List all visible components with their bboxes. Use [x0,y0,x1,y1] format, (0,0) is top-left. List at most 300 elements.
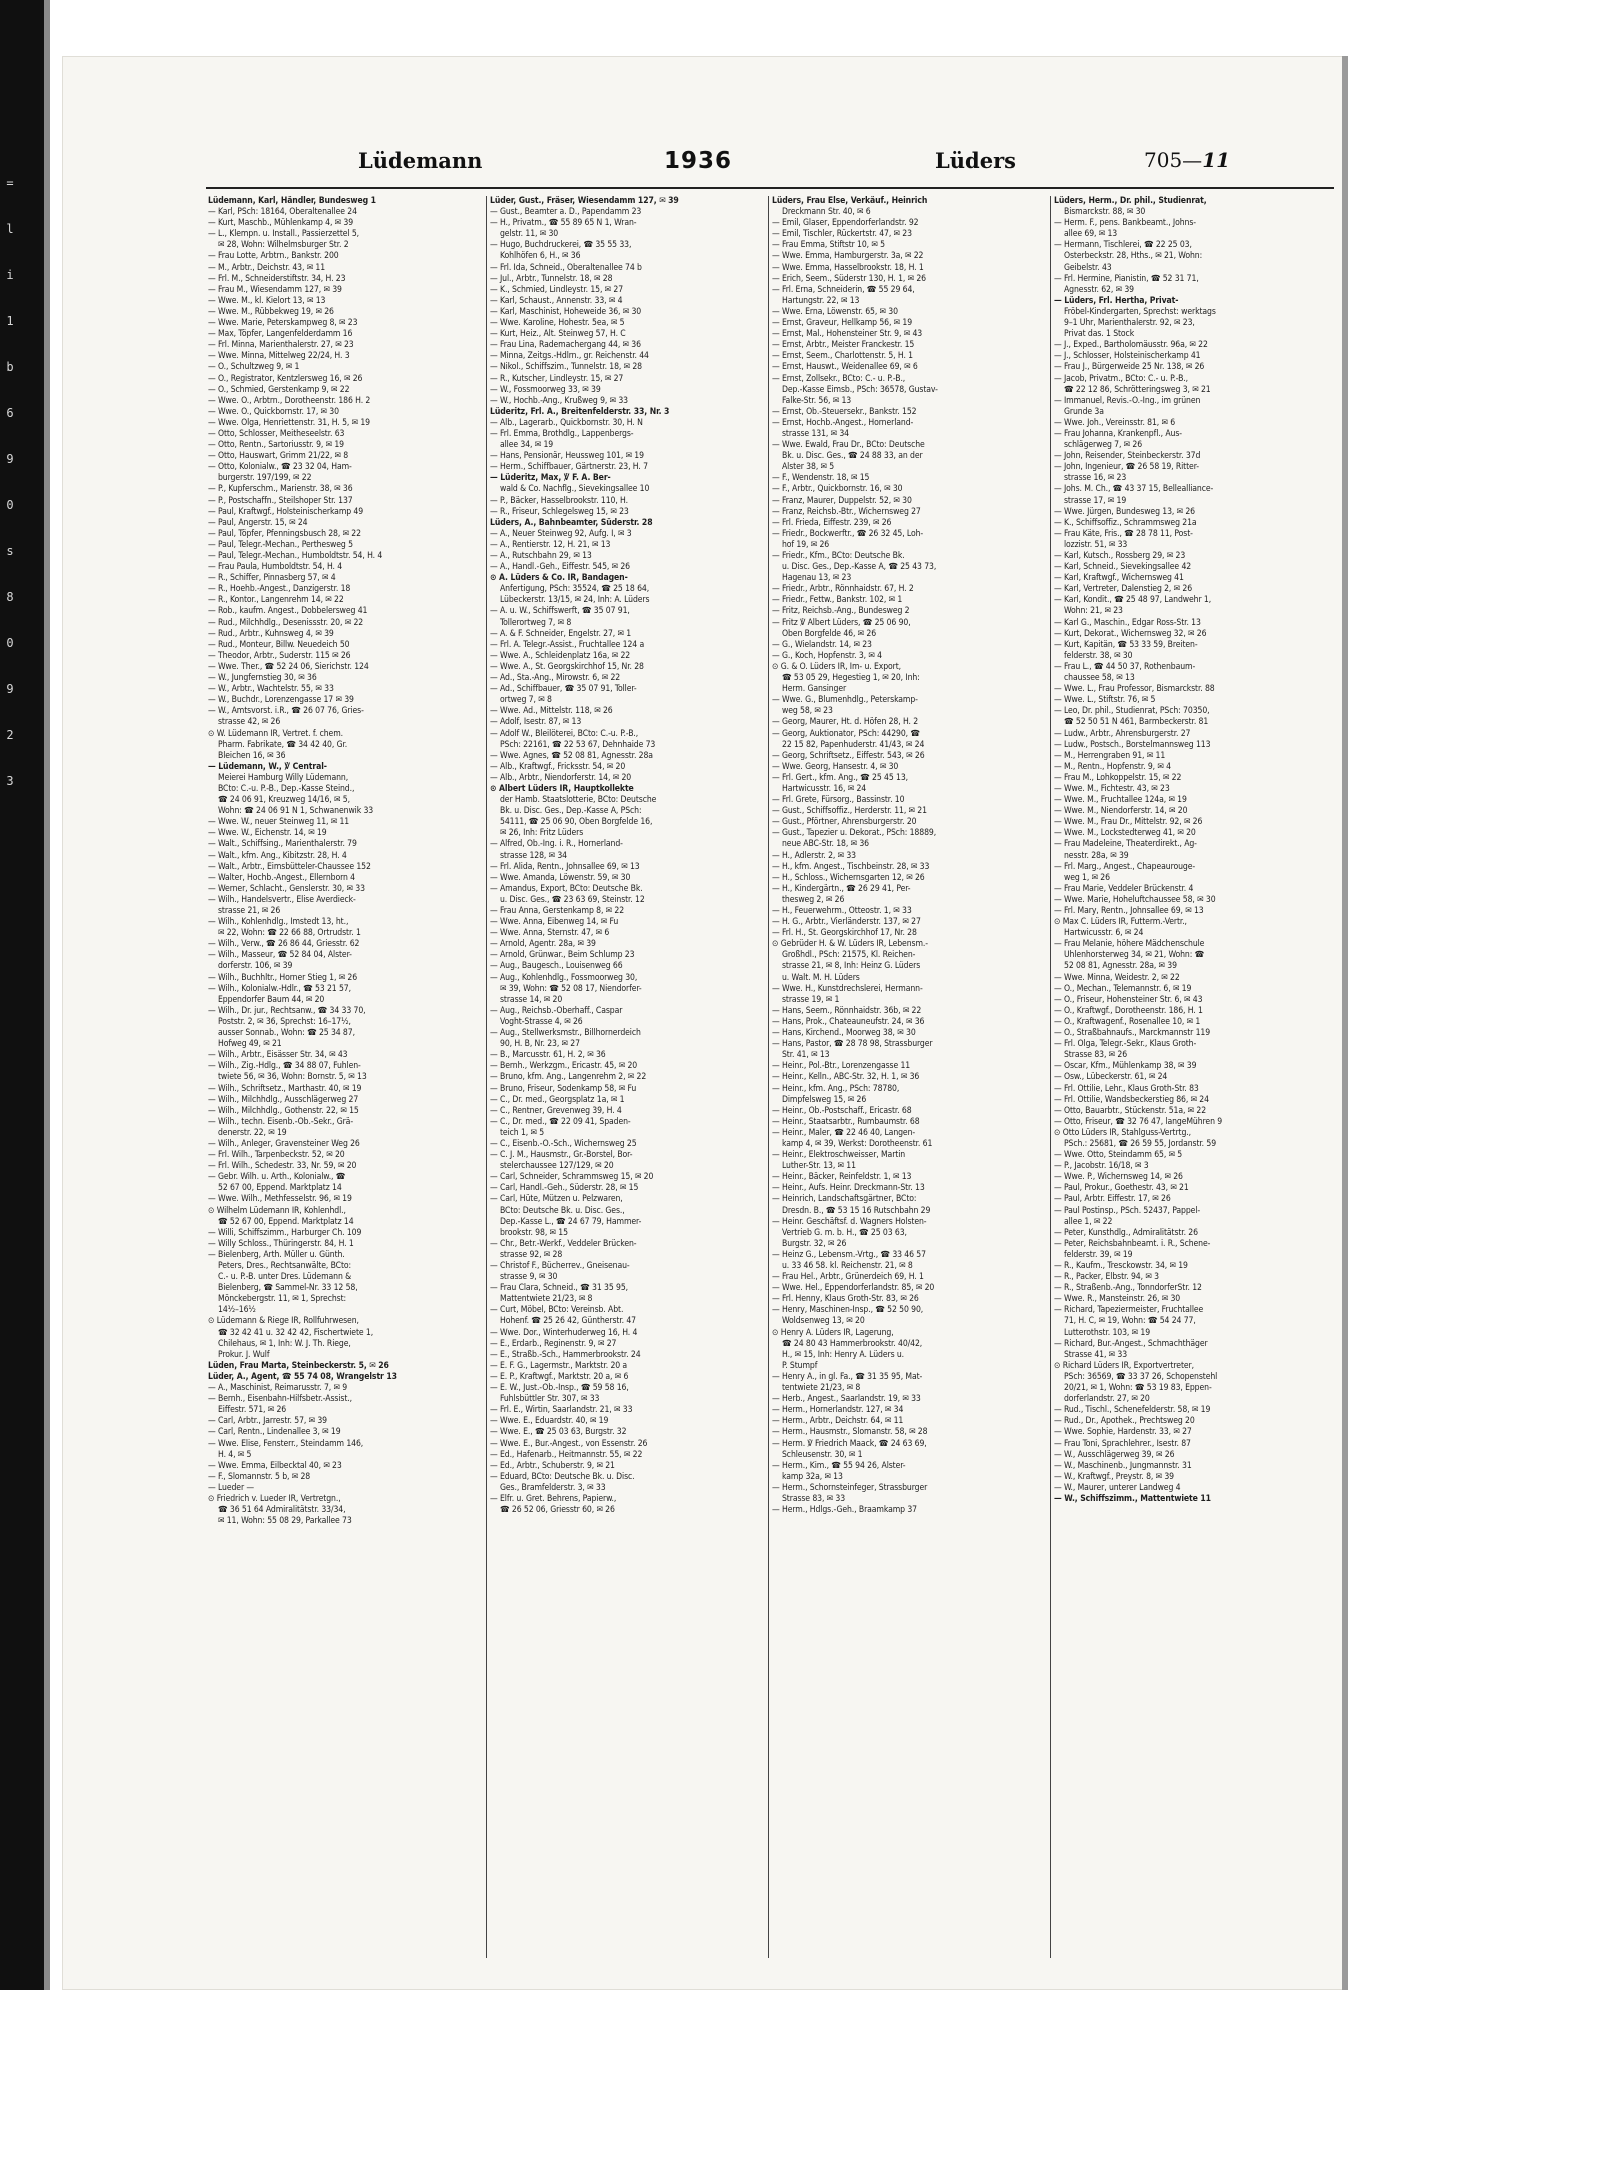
page-number-main: 705— [1144,148,1203,172]
directory-entry: Strasse 83, ✉ 33 [782,1493,846,1504]
directory-entry: — Wilh., Schriftsetz., Marthastr. 40, ✉ 19 [208,1083,362,1094]
directory-entry: Dreckmann Str. 40, ✉ 6 [782,207,871,218]
directory-entry: — O., Straßbahnaufs., Marckmannstr 119 [1054,1028,1211,1039]
directory-entry: — P., Bäcker, Hasselbrookstr. 110, H. [490,495,628,506]
directory-entry: — Frau Lotte, Arbtrn., Bankstr. 200 [208,251,339,262]
previous-page-glyph: 6 [6,406,14,420]
directory-entry: — Friedr., Kfm., BCto: Deutsche Bk. [772,551,905,561]
directory-entry: — R., Kontor., Langenrehm 14, ✉ 22 [208,595,344,606]
directory-entry: — Kurt, Heiz., Alt. Steinweg 57, H. C [490,329,626,340]
previous-page-glyph: i [6,268,14,282]
directory-entry: Bk. u. Disc. Ges., ☎ 24 88 33, an der [782,451,923,462]
directory-entry: — Frl. Henny, Klaus Groth-Str. 83, ✉ 26 [772,1294,919,1305]
directory-entry: — Frl. Olga, Telegr.-Sekr., Klaus Groth- [1054,1039,1197,1050]
directory-entry: — Willy Schloss., Thüringerstr. 84, H. 1 [208,1238,354,1249]
directory-entry: — Wwe. W., neuer Steinweg 11, ✉ 11 [208,817,350,828]
directory-entry: — Hermann, Tischlerei, ☎ 22 25 03, [1054,240,1192,251]
binding-strip [44,0,50,1990]
scan-background [0,1990,1600,2177]
directory-entry: — Wwe. Wilh., Methfesselstr. 96, ✉ 19 [208,1194,352,1205]
directory-entry: — R., Straßenb.-Ang., TonndorferStr. 12 [1054,1283,1202,1294]
directory-entry: Alster 38, ✉ 5 [782,462,835,473]
directory-entry: — Wwe. O., Quickbornstr. 17, ✉ 30 [208,406,339,417]
directory-entry: ☎ 26 52 06, Griesstr 60, ✉ 26 [500,1505,615,1516]
directory-entry: — Frau Anna, Gerstenkamp 8, ✉ 22 [490,906,625,916]
header-right-name: Lüders [935,148,1016,173]
directory-entry: Anfertigung, PSch: 35524, ☎ 25 18 64, [500,584,650,595]
directory-entry: — Bielenberg, Arth. Müller u. Günth. [208,1249,345,1260]
directory-entry: — Wwe. Agnes, ☎ 52 08 81, Agnesstr. 28a [490,750,653,761]
directory-entry: — Wilh., Handelsvertr., Elise Averdieck- [208,894,356,905]
directory-entry: — Karl, Vertreter, Dalenstieg 2, ✉ 26 [1054,584,1193,595]
directory-entry: — Kurt, Kapitän, ☎ 53 33 59, Breiten- [1054,639,1198,650]
directory-entry: — M., Rentn., Hopfenstr. 9, ✉ 4 [1054,761,1171,772]
directory-entry: — Wilh., Zig.-Hdlg., ☎ 34 88 07, Fuhlen- [208,1061,361,1072]
directory-entry: PSch.: 25681, ☎ 26 59 55, Jordanstr. 59 [1064,1138,1217,1149]
directory-entry: Str. 41, ✉ 13 [782,1050,830,1061]
page-edge-shadow [1342,56,1348,1990]
directory-entry: — Frau M., Wiesendamm 127, ✉ 39 [208,284,342,295]
directory-entry: — Carl, Hüte, Mützen u. Pelzwaren, [490,1194,623,1205]
directory-entry: — Frl. Gert., kfm. Ang., ☎ 25 45 13, [772,772,909,783]
directory-entry: — P., Kupferschm., Marienstr. 38, ✉ 36 [208,484,353,495]
directory-entry: — R., Kaufm., Tresckowstr. 34, ✉ 19 [1054,1261,1188,1271]
directory-entry: — R., Kutscher, Lindleystr. 15, ✉ 27 [490,373,624,384]
directory-entry: — A., Neuer Steinweg 92, Aufg. I, ✉ 3 [490,528,632,539]
directory-entry: — P., Jacobstr. 16/18, ✉ 3 [1054,1161,1149,1172]
directory-entry: — Fritz ℣ Albert Lüders, ☎ 25 06 90, [772,617,911,628]
directory-entry: Prokur. J. Wulf [218,1349,270,1360]
previous-page-glyph: 9 [6,452,14,466]
directory-entry: ✉ 11, Wohn: 55 08 29, Parkallee 73 [218,1516,352,1527]
header-left-name: Lüdemann [358,148,483,173]
directory-entry: strasse 17, ✉ 19 [1064,495,1127,506]
directory-entry: — Chr., Betr.-Werkf., Veddeler Brücken- [490,1238,637,1249]
directory-entry: — Osw., Lübeckerstr. 61, ✉ 24 [1054,1072,1168,1083]
directory-entry: — Frl. Wilh., Tarpenbeckstr. 52, ✉ 20 [208,1150,345,1161]
directory-entry: Peters, Dres., Rechtsanwälte, BCto: [218,1261,352,1271]
directory-entry: — Carl, Rentn., Lindenallee 3, ✉ 19 [208,1427,341,1438]
directory-entry: — Bernh., Werkzgm., Ericastr. 45, ✉ 20 [490,1061,638,1072]
directory-entry: — Wwe. M., Lockstedterweg 41, ✉ 20 [1054,828,1196,839]
directory-entry: — Rud., Dr., Apothek., Prechtsweg 20 [1054,1416,1195,1427]
directory-entry: 14½–16½ [218,1305,256,1316]
directory-entry: Pharm. Fabrikate, ☎ 34 42 40, Gr. [218,739,348,750]
directory-entry: 52 08 81, Agnesstr. 28a, ✉ 39 [1064,961,1177,972]
directory-entry: ✉ 28, Wohn: Wilhelmsburger Str. 2 [218,240,349,251]
directory-entry: — J., Exped., Bartholomäusstr. 96a, ✉ 22 [1054,340,1208,351]
directory-entry: — Heinr., Kelln., ABC-Str. 32, H. 1, ✉ 36 [772,1072,920,1083]
directory-entry: — Frl. Alida, Rentn., Johnsallee 69, ✉ 13 [490,861,640,872]
column-3 [772,196,1046,1956]
directory-entry: — Paul, Telegr.-Mechan., Perthesweg 5 [208,539,353,550]
page-number-suffix: 11 [1202,148,1231,172]
directory-entry: — Wwe. Ad., Mittelstr. 118, ✉ 26 [490,706,613,717]
directory-entry: tentwiete 21/23, ✉ 8 [782,1383,861,1394]
directory-entry: H., ✉ 15, Inh: Henry A. Lüders u. [782,1349,905,1360]
directory-entry: — Hans, Kirchend., Moorweg 38, ✉ 30 [772,1028,916,1039]
directory-entry: — W., Maurer, unterer Landweg 4 [1054,1482,1181,1493]
directory-entry: — Herm., Schiffbauer, Gärtnerstr. 23, H. 7 [490,462,648,473]
directory-entry: ☎ 53 05 29, Hegestieg 1, ✉ 20, Inh: [782,673,920,684]
directory-entry: — Heinz G., Lebensm.-Vrtg., ☎ 33 46 57 [772,1249,926,1260]
directory-entry: — Wwe. L., Frau Professor, Bismarckstr. 88 [1054,684,1215,695]
directory-entry: — Wwe. Anna, Sternstr. 47, ✉ 6 [490,928,610,939]
directory-entry: — Frl. Ida, Schneid., Oberaltenallee 74 b [490,262,642,273]
directory-entry: — Henry, Maschinen-Insp., ☎ 52 50 90, [772,1305,924,1316]
directory-entry: — Heinr. Geschäftsf. d. Wagners Holsten- [772,1216,927,1227]
directory-entry: — Theodor, Arbtr., Suderstr. 115 ✉ 26 [208,650,351,661]
directory-entry: — Walter, Hochb.-Angest., Ellernborn 4 [208,872,355,883]
directory-entry: — Wilh., Anleger, Gravensteiner Weg 26 [208,1138,360,1149]
directory-entry: — Wwe. Olga, Henriettenstr. 31, H. 5, ✉ 19 [208,417,370,428]
directory-entry: — W., Jungfernstieg 30, ✉ 36 [208,673,317,684]
directory-entry: — Wwe. Minna, Mittelweg 22/24, H. 3 [208,351,350,362]
directory-entry: u. 33 46 58. kl. Reichenstr. 21, ✉ 8 [782,1261,913,1271]
directory-entry: 71, H. C, ✉ 19, Wohn: ☎ 54 24 77, [1064,1316,1196,1327]
directory-entry: — O., Friseur, Hohensteiner Str. 6, ✉ 43 [1054,994,1203,1005]
directory-entry: — E. W., Just.-Ob.-Insp., ☎ 59 58 16, [490,1383,629,1394]
directory-entry: — Georg, Maurer, Ht. d. Höfen 28, H. 2 [772,717,919,728]
directory-entry: — Karl, Maschinist, Hoheweide 36, ✉ 30 [490,306,642,317]
directory-entry: strasse 128, ✉ 34 [500,850,567,861]
directory-entry: — Wwe. Amanda, Löwenstr. 59, ✉ 30 [490,872,631,883]
directory-entry: — Elfr. u. Gret. Behrens, Papierw., [490,1493,617,1504]
directory-entry: — Otto, Friseur, ☎ 32 76 47, langeMühren 9 [1054,1116,1223,1127]
directory-entry: — Alb., Arbtr., Niendorferstr. 14, ✉ 20 [490,772,632,783]
directory-entry: Hartwicusstr. 6, ✉ 24 [1064,928,1144,939]
directory-entry: — Immanuel, Revis.-O.-Ing., im grünen [1054,395,1201,406]
directory-entry: lozzistr. 51, ✉ 33 [1064,539,1128,550]
directory-entry: 54111, ☎ 25 06 90, Oben Borgfelde 16, [500,817,653,828]
directory-entry: — Otto, Bauarbtr., Stückenstr. 51a, ✉ 22 [1054,1105,1207,1116]
directory-entry: — Ernst, Mal., Hohensteiner Str. 9, ✉ 43 [772,329,923,340]
directory-entry: — Lüdemann, W., ℣ Central- [208,761,327,772]
directory-entry: Chilehaus, ✉ 1, Inh: W. J. Th. Riege, [218,1338,351,1349]
directory-entry: — Karl, Kondit., ☎ 25 48 97, Landwehr 1, [1054,595,1212,606]
directory-entry: Lüders, A., Bahnbeamter, Süderstr. 28 [490,517,653,528]
directory-entry: — H., Adlerstr. 2, ✉ 33 [772,850,856,861]
directory-entry: strasse 21, ✉ 26 [218,906,281,916]
directory-entry: Dep.-Kasse Eimsb., PSch: 36578, Gustav- [782,384,938,395]
directory-entry: 22 15 82, Papenhuderstr. 41/43, ✉ 24 [782,739,925,750]
directory-entry: u. Walt. M. H. Lüders [782,972,860,983]
directory-entry: — E. P., Kraftwgf., Marktstr. 20 a, ✉ 6 [490,1371,629,1382]
directory-entry: — Bruno, Friseur, Sodenkamp 58, ✉ Fu [490,1083,637,1094]
directory-entry: — Wwe. M., Rübbekweg 19, ✉ 26 [208,306,334,317]
header-rule [206,187,1334,189]
directory-entry: ✉ 22, Wohn: ☎ 22 66 88, Ortrudstr. 1 [218,928,361,939]
directory-entry: — Ernst, Zollsekr., BCto: C.- u. P.-B., [772,373,906,384]
directory-entry: u. Disc. Ges., ☎ 23 63 69, Steinstr. 12 [500,894,645,905]
directory-entry: — Paul, Kraftwgf., Holsteinischerkamp 49 [208,506,364,517]
directory-entry: — Wwe. L., Stiftstr. 76, ✉ 5 [1054,695,1156,706]
directory-entry: — Ludw., Postsch., Borstelmannsweg 113 [1054,739,1211,750]
directory-entry: felderstr. 39, ✉ 19 [1064,1249,1133,1260]
directory-entry: — C. J. M., Hausmstr., Gr.-Borstel, Bor- [490,1150,633,1161]
directory-entry: ⊙ Albert Lüders IR, Hauptkollekte [490,783,634,794]
directory-entry: — Frl. H., St. Georgskirchhof 17, Nr. 28 [772,928,917,939]
directory-entry: — Rud., Arbtr., Kuhnsweg 4, ✉ 39 [208,628,334,639]
directory-entry: — Frau Paula, Humboldtstr. 54, H. 4 [208,562,343,573]
directory-entry: — Karl, Schneid., Sievekingsallee 42 [1054,562,1192,573]
directory-entry: — A., Maschinist, Reimarusstr. 7, ✉ 9 [208,1383,348,1394]
directory-entry: PSch: 36569, ☎ 33 37 26, Schopenstehl [1064,1371,1218,1382]
directory-entry: — Frau Lina, Rademachergang 44, ✉ 36 [490,340,641,351]
directory-entry: — Arnold, Agentr. 28a, ✉ 39 [490,939,596,950]
directory-entry: — Wilh., Dr. jur., Rechtsanw., ☎ 34 33 70, [208,1005,366,1016]
directory-entry: Osterbeckstr. 28, Hths., ✉ 21, Wohn: [1064,251,1203,262]
directory-entry: — Ad., Schiffbauer, ☎ 35 07 91, Toller- [490,684,637,695]
directory-entry: — C., Dr. med., Georgsplatz 1a, ✉ 1 [490,1094,625,1105]
directory-entry: — Hans, Pastor, ☎ 28 78 98, Strassburger [772,1039,933,1050]
directory-entry: — Heinr., Maler, ☎ 22 46 40, Langen- [772,1127,916,1138]
directory-entry: — Henry A., in gl. Fa., ☎ 31 35 95, Mat- [772,1371,923,1382]
directory-entry: — A. u. W., Schiffswerft, ☎ 35 07 91, [490,606,630,617]
directory-entry: — C., Eisenb.-O.-Sch., Wichernsweg 25 [490,1138,637,1149]
directory-entry: — Wilh., Kohlenhdlg., Imstedt 13, ht., [208,917,349,928]
directory-entry: — Herb., Angest., Saarlandstr. 19, ✉ 33 [772,1394,921,1405]
directory-entry: ausser Sonnab., Wohn: ☎ 25 34 87, [218,1028,355,1039]
directory-entry: Grunde 3a [1064,406,1104,417]
directory-entry: — Heinr., Staatsarbtr., Rumbaumstr. 68 [772,1116,920,1127]
directory-entry: teich 1, ✉ 5 [500,1127,545,1138]
directory-entry: stelerchaussee 127/129, ✉ 20 [500,1161,614,1172]
directory-entry: Hartwicusstr. 16, ✉ 24 [782,783,867,794]
directory-entry: — L., Klempn. u. Install., Passierzettel 5, [208,229,359,240]
directory-entry: — W., Hochb.-Ang., Krußweg 9, ✉ 33 [490,395,628,406]
directory-entry: — Ernst, Hochb.-Angest., Hornerland- [772,417,914,428]
directory-entry: — H., Privatm., ☎ 55 89 65 N 1, Wran- [490,218,637,229]
directory-entry: 20/21, ✉ 1, Wohn: ☎ 53 19 83, Eppen- [1064,1383,1212,1394]
directory-entry: — Wilh., Arbtr., Eisässer Str. 34, ✉ 43 [208,1050,348,1061]
directory-entry: — Frau Johanna, Krankenpfl., Aus- [1054,428,1182,439]
directory-entry: — Wwe. Minna, Weidestr. 2, ✉ 22 [1054,972,1180,983]
directory-entry: PSch: 22161, ☎ 22 53 67, Dehnhaide 73 [500,739,656,750]
directory-entry: Voght-Strasse 4, ✉ 26 [500,1016,583,1027]
directory-entry: — Paul, Prokur., Goethestr. 43, ✉ 21 [1054,1183,1189,1194]
directory-entry: Strasse 83, ✉ 26 [1064,1050,1128,1061]
directory-entry: — Frl. Marg., Angest., Chapeaurouge- [1054,861,1196,872]
directory-entry: — Karl, Kutsch., Rossberg 29, ✉ 23 [1054,551,1186,561]
directory-entry: — Wilh., Milchhdlg., Gothenstr. 22, ✉ 15 [208,1105,359,1116]
directory-entry: — Gust., Beamter a. D., Papendamm 23 [490,207,642,218]
directory-entry: — Wwe. P., Wichernsweg 14, ✉ 26 [1054,1172,1183,1183]
directory-entry: wald & Co. Nachflg., Sievekingsallee 10 [500,484,650,495]
directory-entry: — K., Schmied, Lindleystr. 15, ✉ 27 [490,284,624,295]
directory-entry: — Bruno, kfm. Ang., Langenrehm 2, ✉ 22 [490,1072,647,1083]
directory-entry: Lüden, Frau Marta, Steinbeckerstr. 5, ✉ 26 [208,1360,389,1371]
directory-entry: — Max, Töpfer, Langenfelderdamm 16 [208,329,353,340]
directory-entry: — Gust., Pförtner, Ahrensburgerstr. 20 [772,817,917,828]
directory-entry: — Eduard, BCto: Deutsche Bk. u. Disc. [490,1471,635,1482]
directory-entry: — Frl. Erna, Schneiderin, ☎ 55 29 64, [772,284,915,295]
directory-entry: — Wilh., Milchhdlg., Ausschlägerweg 27 [208,1094,359,1105]
directory-entry: Dep.-Kasse L., ☎ 24 67 79, Hammer- [500,1216,642,1227]
directory-entry: chaussee 58, ✉ 13 [1064,673,1135,684]
directory-entry: — Frl. Wilh., Schedestr. 33, Nr. 59, ✉ 20 [208,1161,357,1172]
directory-entry: twiete 56, ✉ 36, Wohn: Bornstr. 5, ✉ 13 [218,1072,367,1083]
directory-entry: — Rob., kaufm. Angest., Dobbelersweg 41 [208,606,368,617]
header-year: 1936 [664,148,733,174]
directory-entry: Kohlhöfen 6, H., ✉ 36 [500,251,581,262]
directory-entry: dorferstr. 106, ✉ 39 [218,961,293,972]
directory-entry: Bleichen 16, ✉ 36 [218,750,286,761]
previous-page-glyph: 9 [6,682,14,696]
directory-entry: — Richard, Tapeziermeister, Fruchtallee [1054,1305,1204,1316]
directory-entry: ☎ 52 67 00, Eppend. Marktplatz 14 [218,1216,354,1227]
directory-entry: — E. F. G., Lagermstr., Marktstr. 20 a [490,1360,628,1371]
directory-entry: — G., Wielandstr. 14, ✉ 23 [772,639,872,650]
directory-entry: — G., Koch, Hopfenstr. 3, ✉ 4 [772,650,882,661]
page-header [62,148,1346,184]
directory-entry: — Ernst, Arbtr., Meister Franckestr. 15 [772,340,915,351]
previous-page-glyph: s [6,544,14,558]
directory-entry: — Wwe. M., Fruchtallee 124a, ✉ 19 [1054,795,1187,806]
directory-entry: Lüders, Herm., Dr. phil., Studienrat, [1054,196,1207,206]
directory-entry: — Alfred, Ob.-Ing. i. R., Hornerland- [490,839,623,850]
directory-entry: — Heinr., Aufs. Heinr. Dreckmann-Str. 13 [772,1183,925,1194]
previous-page-glyph: b [6,360,14,374]
directory-entry: — Georg, Auktionator, PSch: 44290, ☎ [772,728,920,739]
directory-entry: — Frl. Minna, Marienthalerstr. 27, ✉ 23 [208,340,354,351]
directory-entry: — Karl, Kraftwgf., Wichernsweg 41 [1054,573,1184,584]
directory-entry: — Rud., Milchhdlg., Desenissstr. 20, ✉ 22 [208,617,364,628]
directory-entry: — Otto, Rentn., Sartoriusstr. 9, ✉ 19 [208,440,344,451]
directory-entry: ⊙ Otto Lüders IR, Stahlguss-Vertrtg., [1054,1127,1191,1138]
directory-entry: — Otto, Hauswart, Grimm 21/22, ✉ 8 [208,451,349,462]
directory-entry: — Arnold, Grünwar., Beim Schlump 23 [490,950,635,961]
directory-entry: Eiffestr. 571, ✉ 26 [218,1405,287,1416]
directory-entry: — Wwe. W., Eichenstr. 14, ✉ 19 [208,828,327,839]
directory-entry: — Wwe. M., Niendorferstr. 14, ✉ 20 [1054,806,1188,817]
directory-entry: — Jacob, Privatm., BCto: C.- u. P.-B., [1054,373,1189,384]
directory-entry: — Heinr., Bäcker, Reinfeldstr. 1, ✉ 13 [772,1172,912,1183]
directory-entry: — Richard, Bur.-Angest., Schmachthäger [1054,1338,1208,1349]
directory-entry: — Carl, Schneider, Schrammsweg 15, ✉ 20 [490,1172,654,1183]
directory-entry: — Herm., Hausmstr., Slomanstr. 58, ✉ 28 [772,1427,928,1438]
directory-entry: ☎ 36 51 64 Admiralitätstr. 33/34, [218,1505,346,1516]
directory-entry: — Nikol., Schiffszim., Tunnelstr. 18, ✉ 28 [490,362,643,373]
directory-entry: — A., Handl.-Geh., Eiffestr. 545, ✉ 26 [490,562,630,573]
directory-entry: — R., Friseur, Schlegelsweg 15, ✉ 23 [490,506,629,517]
directory-entry: — Ludw., Arbtr., Ahrensburgerstr. 27 [1054,728,1191,739]
directory-entry: — Herm. F., pens. Bankbeamt., Johns- [1054,218,1196,229]
directory-entry: Strasse 41, ✉ 33 [1064,1349,1128,1360]
directory-entry: Lüderitz, Frl. A., Breitenfelderstr. 33, Nr. 3 [490,406,670,417]
directory-entry: Poststr. 2, ✉ 36, Sprechst: 16–17½, [218,1016,351,1027]
directory-entry: burgerstr. 197/199, ✉ 22 [218,473,312,484]
directory-entry: — Aug., Baugesch., Louisenweg 66 [490,961,623,972]
directory-entry: — W., Maschinenb., Jungmannstr. 31 [1054,1460,1192,1471]
directory-entry: C.- u. P.-B. unter Dres. Lüdemann & [218,1272,352,1283]
directory-entry: — Hans, Pensionär, Heussweg 101, ✉ 19 [490,451,644,462]
directory-entry: — Wwe. Otto, Steindamm 65, ✉ 5 [1054,1150,1183,1161]
previous-page-glyph: 8 [6,590,14,604]
directory-entry: — Bernh., Eisenbahn-Hilfsbetr.-Assist., [208,1394,352,1405]
directory-entry: — Ernst, Graveur, Hellkamp 56, ✉ 19 [772,318,913,329]
directory-entry: — Gust., Schiffsoffiz., Herderstr. 11, ✉ 21 [772,806,927,817]
directory-entry: — Frl. Mary, Rentn., Johnsallee 69, ✉ 13 [1054,906,1204,916]
directory-entry: — Frl. A. Telegr.-Assist., Fruchtallee 124 a [490,639,645,650]
directory-entry: Agnesstr. 62, ✉ 39 [1064,284,1134,295]
directory-entry: — Hans, Seem., Rönnhaidstr. 36b, ✉ 22 [772,1005,922,1016]
directory-entry: denerstr. 22, ✉ 19 [218,1127,287,1138]
directory-entry: — Carl, Handl.-Geh., Süderstr. 28, ✉ 15 [490,1183,639,1194]
column-1 [208,196,482,1956]
previous-page-glyph: 3 [6,774,14,788]
column-4 [1054,196,1328,1956]
directory-entry: — Hugo, Buchdruckerei, ☎ 35 55 33, [490,240,632,251]
directory-entry: allee 34, ✉ 19 [500,440,554,451]
directory-entry: strasse 92, ✉ 28 [500,1249,563,1260]
directory-entry: — Wwe. Karoline, Hohestr. 5ea, ✉ 5 [490,318,625,329]
directory-entry: — Herm., Arbtr., Deichstr. 64, ✉ 11 [772,1416,904,1427]
directory-entry: Herm. Gansinger [782,684,847,695]
directory-entry: ⊙ A. Lüders & Co. IR, Bandagen- [490,573,628,584]
directory-entry: — Wilh., Buchhltr., Horner Stieg 1, ✉ 26 [208,972,358,983]
directory-entry: Fuhlsbüttler Str. 307, ✉ 33 [500,1394,600,1405]
directory-entry: Lüder, Gust., Fräser, Wiesendamm 127, ✉ 39 [490,196,679,206]
directory-entry: weg 58, ✉ 23 [782,706,833,717]
directory-entry: — O., Registrator, Kentzlersweg 16, ✉ 26 [208,373,363,384]
directory-entry: — Frau M., Lohkoppelstr. 15, ✉ 22 [1054,772,1182,783]
directory-entry: — H., Schloss., Wichernsgarten 12, ✉ 26 [772,872,925,883]
directory-entry: — Amandus, Export, BCto: Deutsche Bk. [490,883,643,894]
directory-entry: ⊙ Gebrüder H. & W. Lüders IR, Lebensm.- [772,939,928,950]
directory-entry: — Wwe. Sophie, Hardenstr. 33, ✉ 27 [1054,1427,1192,1438]
directory-entry: — O., Schmied, Gerstenkamp 9, ✉ 22 [208,384,350,395]
directory-entry: Wohn: 21, ✉ 23 [1064,606,1123,617]
directory-entry: — Wwe. Ther., ☎ 52 24 06, Sierichstr. 124 [208,661,369,672]
directory-entry: — F., Wendenstr. 18, ✉ 15 [772,473,870,484]
directory-entry: — Wwe. Ewald, Frau Dr., BCto: Deutsche [772,440,925,451]
directory-entry: — Herm., Schornsteinfeger, Strassburger [772,1482,928,1493]
directory-entry: — Kurt, Maschb., Mühlenkamp 4, ✉ 39 [208,218,354,229]
directory-entry: 90, H. B, Nr. 23, ✉ 27 [500,1039,580,1050]
directory-entry: felderstr. 38, ✉ 30 [1064,650,1133,661]
directory-entry: — Heinr., kfm. Ang., PSch: 78780, [772,1083,900,1094]
directory-entry: — Wwe. E., Eduardstr. 40, ✉ 19 [490,1416,609,1427]
directory-entry: — Karl, PSch: 18164, Oberaltenallee 24 [208,207,357,218]
directory-entry: Bismarckstr. 88, ✉ 30 [1064,207,1146,218]
directory-entry: — Paul Postinsp., PSch. 52437, Pappel- [1054,1205,1201,1216]
directory-entry: — W., Kraftwgf., Preystr. 8, ✉ 39 [1054,1471,1174,1482]
directory-entry: — Christof F., Bücherrev., Gneisenau- [490,1261,630,1271]
directory-entry: — Ernst, Hauswt., Weidenallee 69, ✉ 6 [772,362,918,373]
directory-entry: — Peter, Kunsthdlg., Admiralitätstr. 26 [1054,1227,1198,1238]
directory-entry: — Frau Hel., Arbtr., Grünerdeich 69, H. 1 [772,1272,924,1283]
directory-entry: — Frau J., Bürgerweide 25 Nr. 138, ✉ 26 [1054,362,1205,373]
directory-entry: — W., Arbtr., Wachtelstr. 55, ✉ 33 [208,684,334,695]
directory-entry: thesweg 2, ✉ 26 [782,894,845,905]
previous-page-glyph: 2 [6,728,14,742]
directory-entry: — Wwe. R., Mansteinstr. 26, ✉ 30 [1054,1294,1181,1305]
directory-entry: — J., Schlosser, Holsteinischerkamp 41 [1054,351,1201,362]
directory-entry: Bielenberg, ☎ Sammel-Nr. 33 12 58, [218,1283,358,1294]
directory-entry: — Herm., Hornerlandstr. 127, ✉ 34 [772,1405,904,1416]
directory-entry: — Paul, Töpfer, Pfenningsbusch 28, ✉ 22 [208,528,361,539]
directory-entry: — Friedr., Bockwerftr., ☎ 26 32 45, Loh- [772,528,924,539]
directory-entry: Hohenf. ☎ 25 26 42, Güntherstr. 47 [500,1316,636,1327]
directory-entry: — Frau Käte, Fris., ☎ 28 78 11, Post- [1054,528,1193,539]
previous-page-glyph: 1 [6,314,14,328]
directory-entry: — R., Hoehb.-Angest., Danzigerstr. 18 [208,584,351,595]
directory-entry: — Karl G., Maschin., Edgar Ross-Str. 13 [1054,617,1201,628]
directory-entry: — C., Dr. med., ☎ 22 09 41, Spaden- [490,1116,631,1127]
directory-entry: — Wwe. Georg, Hansestr. 4, ✉ 30 [772,761,899,772]
directory-entry: — Aug., Stellwerksmstr., Billhornerdeich [490,1028,641,1039]
